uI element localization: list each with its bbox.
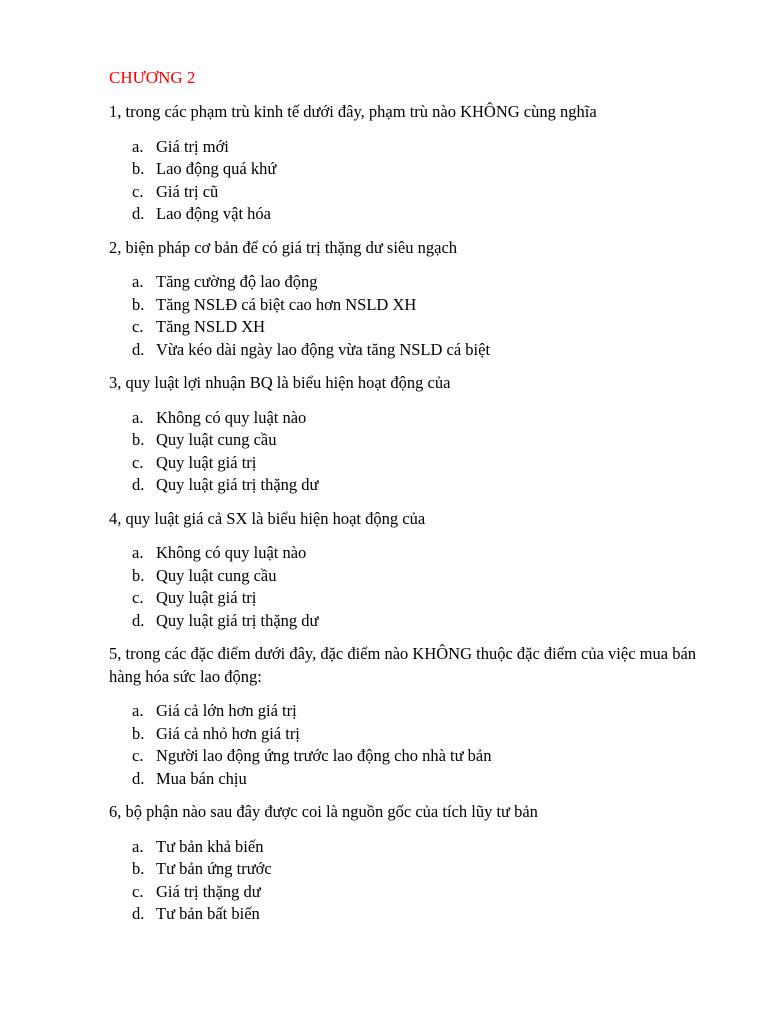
question-text: 4, quy luật giá cả SX là biểu hiện hoạt động của <box>109 508 426 528</box>
option-c <box>109 452 719 475</box>
option-a <box>109 136 719 159</box>
option-b <box>109 858 719 881</box>
option-text: Quy luật giá trị thặng dư <box>156 610 319 630</box>
option-d <box>109 903 719 926</box>
question-1 <box>109 101 719 226</box>
option-letter: b. <box>132 294 145 314</box>
option-letter: d. <box>132 339 145 359</box>
option-d <box>109 474 719 497</box>
question-4 <box>109 508 719 633</box>
option-list <box>109 542 719 632</box>
option-letter: d. <box>132 610 145 630</box>
option-letter: b. <box>132 859 145 878</box>
option-letter: a. <box>132 701 144 720</box>
option-d <box>109 768 719 791</box>
option-b <box>109 294 719 317</box>
option-c <box>109 587 719 610</box>
option-text: Tăng NSLD XH <box>156 317 266 336</box>
option-text: Giá cả nhỏ hơn giá trị <box>156 723 300 743</box>
option-text: Tư bản bất biến <box>156 904 260 923</box>
option-a <box>109 271 719 294</box>
option-a <box>109 700 719 723</box>
option-letter: c. <box>132 746 144 765</box>
option-c <box>109 181 719 204</box>
option-d <box>109 339 719 362</box>
option-list <box>109 836 719 926</box>
option-text: Giá trị thặng dư <box>156 881 261 901</box>
option-b <box>109 565 719 588</box>
question-5 <box>109 643 719 790</box>
option-letter: b. <box>132 430 145 449</box>
option-text: Giá trị cũ <box>156 181 219 201</box>
question-text: 5, trong các đặc điểm dưới đây, đặc điểm nào KHÔNG thuộc đặc điểm của việc mua bán hàng hóa sức lao động: <box>109 644 697 686</box>
option-text: Quy luật cung cầu <box>156 430 277 449</box>
option-text: Tăng NSLĐ cá biệt cao hơn NSLD XH <box>156 294 417 314</box>
question-3 <box>109 372 719 497</box>
option-letter: c. <box>132 881 144 901</box>
option-c <box>109 745 719 768</box>
option-letter: a. <box>132 272 144 291</box>
option-a <box>109 542 719 565</box>
option-a <box>109 407 719 430</box>
option-list <box>109 271 719 361</box>
option-letter: b. <box>132 159 145 178</box>
option-text: Không có quy luật nào <box>156 407 307 427</box>
option-letter: a. <box>132 136 144 156</box>
option-text: Giá cả lớn hơn giá trị <box>156 701 297 720</box>
option-letter: d. <box>132 475 145 494</box>
question-text: 1, trong các phạm trù kinh tế dưới đây, phạm trù nào KHÔNG cùng nghĩa <box>109 102 597 121</box>
option-a <box>109 836 719 859</box>
option-b <box>109 429 719 452</box>
option-b <box>109 723 719 746</box>
option-letter: d. <box>132 904 145 923</box>
chapter-title: CHƯƠNG 2 <box>109 68 196 87</box>
option-c <box>109 316 719 339</box>
option-text: Mua bán chịu <box>156 768 247 788</box>
option-letter: d. <box>132 768 145 788</box>
option-b <box>109 158 719 181</box>
option-letter: a. <box>132 543 144 562</box>
option-text: Vừa kéo dài ngày lao động vừa tăng NSLD cá biệt <box>156 339 491 359</box>
option-text: Quy luật giá trị <box>156 588 257 607</box>
question-text: 3, quy luật lợi nhuận BQ là biểu hiện hoạt động của <box>109 373 451 392</box>
option-d <box>109 610 719 633</box>
option-letter: b. <box>132 723 145 743</box>
option-letter: c. <box>132 317 144 336</box>
option-d <box>109 203 719 226</box>
option-text: Lao động vật hóa <box>156 204 272 223</box>
option-text: Quy luật giá trị thặng dư <box>156 475 319 494</box>
option-text: Quy luật giá trị <box>156 452 257 472</box>
option-text: Người lao động ứng trước lao động cho nhà tư bản <box>156 746 492 765</box>
option-list <box>109 136 719 226</box>
question-text: 2, biện pháp cơ bản để có giá trị thặng dư siêu ngạch <box>109 237 458 257</box>
option-list <box>109 700 719 790</box>
question-text: 6, bộ phận nào sau đây được coi là nguồn gốc của tích lũy tư bản <box>109 802 538 821</box>
option-letter: c. <box>132 181 144 201</box>
option-text: Quy luật cung cầu <box>156 565 277 585</box>
option-text: Tăng cường độ lao động <box>156 272 318 291</box>
option-list <box>109 407 719 497</box>
option-text: Tư bản ứng trước <box>156 859 272 878</box>
option-text: Không có quy luật nào <box>156 543 307 562</box>
option-text: Giá trị mới <box>156 136 229 156</box>
option-text: Lao động quá khứ <box>156 159 277 178</box>
option-letter: c. <box>132 452 144 472</box>
option-letter: a. <box>132 836 144 856</box>
document-page <box>109 67 719 937</box>
question-6 <box>109 801 719 926</box>
question-2 <box>109 237 719 362</box>
option-letter: b. <box>132 565 145 585</box>
option-c <box>109 881 719 904</box>
option-letter: a. <box>132 407 144 427</box>
option-text: Tư bản khả biến <box>156 836 264 856</box>
option-letter: d. <box>132 204 145 223</box>
option-letter: c. <box>132 588 144 607</box>
